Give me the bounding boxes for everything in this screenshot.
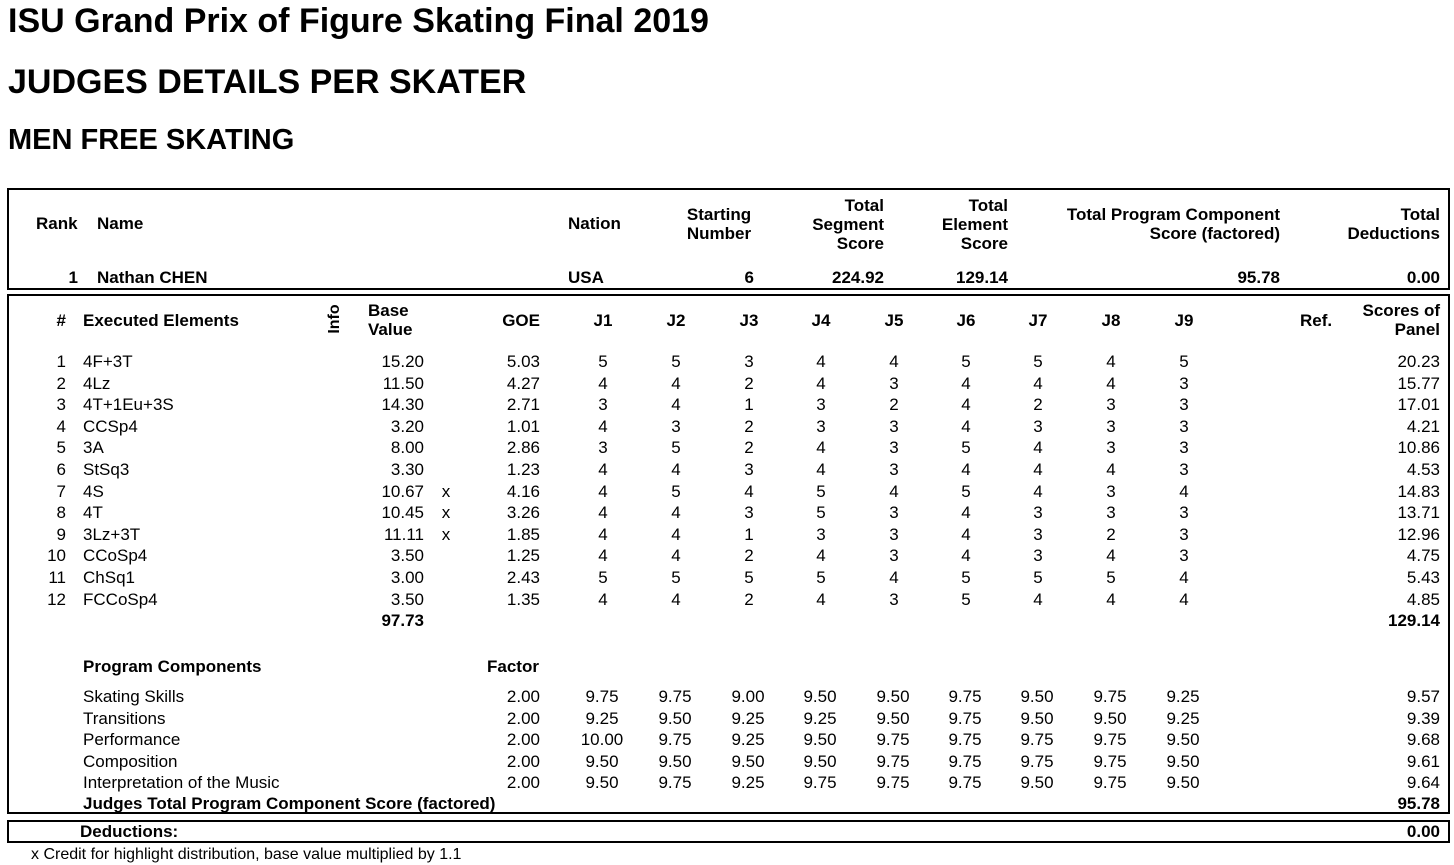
element-judge-score: 2 (744, 546, 754, 565)
judge-header-j3: J3 (739, 311, 759, 330)
info-header: Info (326, 304, 343, 334)
element-judge-score: 4 (1033, 438, 1043, 457)
component-judge-score: 9.75 (948, 709, 982, 728)
element-judge-score: 4 (1033, 374, 1043, 393)
skater-rank: 1 (68, 268, 78, 287)
judge-header-j5: J5 (884, 311, 904, 330)
element-judge-score: 3 (816, 417, 826, 436)
element-judge-score: 4 (671, 590, 681, 609)
element-judge-score: 5 (1106, 568, 1116, 587)
component-judge-score: 9.00 (731, 687, 765, 706)
components-total-value: 95.78 (1397, 794, 1440, 813)
total-pcs-header: Total Program Component Score (factored) (1066, 205, 1280, 243)
element-judge-score: 5 (816, 503, 826, 522)
element-base-value: 3.50 (390, 590, 424, 609)
element-judge-score: 5 (598, 568, 608, 587)
element-goe: 1.35 (506, 590, 540, 609)
element-name: 4Lz (83, 374, 111, 393)
element-number: 3 (56, 395, 66, 414)
element-judge-score: 5 (598, 352, 608, 371)
element-base-value: 3.20 (390, 417, 424, 436)
element-judge-score: 4 (1106, 352, 1116, 371)
element-panel-score: 4.85 (1406, 590, 1440, 609)
element-judge-score: 4 (598, 417, 608, 436)
element-judge-score: 3 (1106, 417, 1116, 436)
element-judge-score: 4 (961, 503, 971, 522)
element-judge-score: 3 (816, 525, 826, 544)
component-judge-score: 9.50 (585, 773, 619, 792)
element-judge-score: 3 (1033, 546, 1043, 565)
component-row (0, 730, 1454, 752)
elements-total-base: 97.73 (381, 611, 424, 630)
element-goe: 1.23 (506, 460, 540, 479)
element-judge-score: 5 (816, 482, 826, 501)
element-judge-score: 3 (1106, 503, 1116, 522)
component-judge-score: 10.00 (580, 730, 624, 749)
element-judge-score: 4 (889, 482, 899, 501)
element-judge-score: 3 (889, 374, 899, 393)
component-judge-score: 9.50 (1166, 773, 1200, 792)
element-info: x (441, 503, 451, 522)
judge-header-j7: J7 (1028, 311, 1048, 330)
element-judge-score: 1 (744, 525, 754, 544)
element-base-value: 11.11 (383, 525, 424, 544)
element-judge-score: 4 (598, 374, 608, 393)
element-judge-score: 4 (671, 395, 681, 414)
deductions-value: 0.00 (1406, 822, 1440, 841)
element-row (0, 460, 1454, 482)
component-judge-score: 9.50 (658, 752, 692, 771)
element-goe: 2.43 (506, 568, 540, 587)
program-components-header: Program Components (83, 657, 262, 676)
element-judge-score: 4 (816, 438, 826, 457)
element-goe: 5.03 (506, 352, 540, 371)
element-row (0, 568, 1454, 590)
component-judge-score: 9.50 (803, 687, 837, 706)
element-number: 2 (56, 374, 66, 393)
element-base-value: 3.00 (390, 568, 424, 587)
element-panel-score: 20.23 (1397, 352, 1440, 371)
element-judge-score: 4 (889, 352, 899, 371)
element-number: 4 (56, 417, 66, 436)
element-goe: 1.25 (506, 546, 540, 565)
component-judge-score: 9.50 (803, 730, 837, 749)
component-judge-score: 9.25 (1166, 709, 1200, 728)
element-judge-score: 2 (1106, 525, 1116, 544)
judge-header-j9: J9 (1174, 311, 1194, 330)
component-judge-score: 9.50 (1020, 687, 1054, 706)
element-judge-score: 4 (598, 482, 608, 501)
judge-header-j6: J6 (956, 311, 976, 330)
component-judge-score: 9.50 (1093, 709, 1127, 728)
element-name: ChSq1 (83, 568, 135, 587)
element-judge-score: 3 (1179, 417, 1189, 436)
element-panel-score: 4.75 (1406, 546, 1440, 565)
component-judge-score: 9.50 (731, 752, 765, 771)
element-judge-score: 5 (961, 438, 971, 457)
element-judge-score: 4 (671, 374, 681, 393)
element-judge-score: 5 (744, 568, 754, 587)
element-judge-score: 3 (889, 525, 899, 544)
element-number: 1 (56, 352, 66, 371)
element-judge-score: 3 (1179, 438, 1189, 457)
component-judge-score: 9.50 (876, 687, 910, 706)
scores-of-panel-header: Scores of Panel (1362, 301, 1440, 339)
element-judge-score: 3 (889, 460, 899, 479)
component-name: Skating Skills (83, 687, 185, 706)
element-judge-score: 3 (598, 438, 608, 457)
element-info: x (441, 482, 451, 501)
element-judge-score: 3 (1106, 482, 1116, 501)
element-judge-score: 4 (961, 525, 971, 544)
element-judge-score: 5 (961, 482, 971, 501)
element-judge-score: 2 (889, 395, 899, 414)
report-title: JUDGES DETAILS PER SKATER (8, 63, 527, 101)
goe-header: GOE (502, 311, 540, 330)
element-panel-score: 15.77 (1397, 374, 1440, 393)
component-judge-score: 9.25 (1166, 687, 1200, 706)
footnote: x Credit for highlight distribution, base value multiplied by 1.1 (31, 846, 462, 863)
component-judge-score: 9.25 (585, 709, 619, 728)
skater-nation: USA (568, 268, 604, 287)
element-judge-score: 4 (598, 590, 608, 609)
element-judge-score: 4 (816, 590, 826, 609)
component-judge-score: 9.75 (1093, 730, 1127, 749)
total-deductions-header: Total Deductions (1347, 205, 1440, 243)
element-name: 4T (83, 503, 103, 522)
element-judge-score: 4 (816, 352, 826, 371)
skater-starting-number: 6 (744, 268, 754, 287)
element-goe: 2.86 (506, 438, 540, 457)
component-judge-score: 9.75 (585, 687, 619, 706)
element-judge-score: 5 (816, 568, 826, 587)
component-judge-score: 9.50 (658, 709, 692, 728)
element-judge-score: 4 (598, 503, 608, 522)
component-judge-score: 9.75 (1020, 730, 1054, 749)
element-row (0, 417, 1454, 439)
element-panel-score: 5.43 (1406, 568, 1440, 587)
component-name: Composition (83, 752, 178, 771)
component-factor: 2.00 (506, 687, 540, 706)
executed-elements-header: Executed Elements (83, 311, 239, 330)
element-number: 9 (56, 525, 66, 544)
element-goe: 4.27 (506, 374, 540, 393)
element-name: 3A (83, 438, 104, 457)
component-panel-score: 9.57 (1406, 687, 1440, 706)
element-judge-score: 4 (961, 546, 971, 565)
component-panel-score: 9.39 (1406, 709, 1440, 728)
element-judge-score: 3 (1033, 525, 1043, 544)
element-judge-score: 2 (744, 438, 754, 457)
element-name: CCoSp4 (83, 546, 148, 565)
element-judge-score: 4 (961, 374, 971, 393)
total-element-score-header: Total Element Score (941, 196, 1008, 253)
component-name: Performance (83, 730, 181, 749)
component-judge-score: 9.50 (1166, 730, 1200, 749)
element-judge-score: 4 (598, 460, 608, 479)
element-judge-score: 4 (1106, 460, 1116, 479)
element-name: StSq3 (83, 460, 130, 479)
element-number: 10 (47, 546, 66, 565)
element-judge-score: 3 (671, 417, 681, 436)
component-panel-score: 9.64 (1406, 773, 1440, 792)
element-judge-score: 2 (1033, 395, 1043, 414)
element-judge-score: 4 (598, 546, 608, 565)
component-row (0, 709, 1454, 731)
element-number: 7 (56, 482, 66, 501)
element-base-value: 10.67 (381, 482, 424, 501)
total-segment-score-header: Total Segment Score (812, 196, 884, 253)
element-judge-score: 3 (1179, 374, 1189, 393)
element-row (0, 395, 1454, 417)
element-base-value: 3.50 (390, 546, 424, 565)
element-judge-score: 3 (1179, 460, 1189, 479)
element-judge-score: 4 (671, 503, 681, 522)
component-judge-score: 9.75 (948, 773, 982, 792)
component-judge-score: 9.75 (1093, 752, 1127, 771)
element-judge-score: 4 (816, 546, 826, 565)
element-base-value: 3.30 (390, 460, 424, 479)
element-base-value: 10.45 (381, 503, 424, 522)
element-judge-score: 5 (1179, 352, 1189, 371)
element-judge-score: 3 (889, 546, 899, 565)
element-judge-score: 5 (1033, 568, 1043, 587)
element-judge-score: 4 (598, 525, 608, 544)
name-header: Name (97, 214, 144, 233)
component-judge-score: 9.75 (1093, 773, 1127, 792)
component-judge-score: 9.25 (731, 730, 765, 749)
element-judge-score: 5 (961, 352, 971, 371)
element-judge-score: 2 (744, 417, 754, 436)
element-info: x (441, 525, 451, 544)
element-judge-score: 5 (1033, 352, 1043, 371)
element-judge-score: 4 (744, 482, 754, 501)
element-number: 8 (56, 503, 66, 522)
element-goe: 1.01 (506, 417, 540, 436)
element-judge-score: 4 (961, 395, 971, 414)
component-judge-score: 9.50 (585, 752, 619, 771)
element-judge-score: 5 (671, 352, 681, 371)
element-row (0, 590, 1454, 612)
element-base-value: 15.20 (381, 352, 424, 371)
element-name: CCSp4 (83, 417, 138, 436)
component-judge-score: 9.50 (1020, 709, 1054, 728)
element-row (0, 525, 1454, 547)
element-judge-score: 3 (889, 590, 899, 609)
skater-total-deductions: 0.00 (1406, 268, 1440, 287)
element-panel-score: 13.71 (1397, 503, 1440, 522)
element-judge-score: 5 (961, 568, 971, 587)
component-row (0, 773, 1454, 795)
component-panel-score: 9.61 (1406, 752, 1440, 771)
component-factor: 2.00 (506, 730, 540, 749)
component-judge-score: 9.50 (1020, 773, 1054, 792)
element-judge-score: 5 (671, 568, 681, 587)
element-judge-score: 3 (889, 438, 899, 457)
element-goe: 4.16 (506, 482, 540, 501)
component-judge-score: 9.75 (1020, 752, 1054, 771)
component-panel-score: 9.68 (1406, 730, 1440, 749)
element-judge-score: 4 (1033, 590, 1043, 609)
skater-total-pcs: 95.78 (1237, 268, 1280, 287)
element-name: 3Lz+3T (83, 525, 141, 544)
component-row (0, 687, 1454, 709)
element-judge-score: 2 (744, 590, 754, 609)
element-panel-score: 4.53 (1406, 460, 1440, 479)
nation-header: Nation (568, 214, 621, 233)
component-judge-score: 9.75 (948, 752, 982, 771)
element-row (0, 482, 1454, 504)
element-judge-score: 3 (1179, 546, 1189, 565)
element-number: 12 (47, 590, 66, 609)
element-name: 4F+3T (83, 352, 133, 371)
element-judge-score: 4 (1106, 546, 1116, 565)
rank-header: Rank (36, 214, 78, 233)
judge-header-j2: J2 (666, 311, 686, 330)
component-judge-score: 9.75 (658, 773, 692, 792)
component-factor: 2.00 (506, 752, 540, 771)
element-judge-score: 3 (598, 395, 608, 414)
element-judge-score: 4 (1106, 374, 1116, 393)
component-judge-score: 9.25 (731, 709, 765, 728)
element-judge-score: 4 (671, 460, 681, 479)
element-judge-score: 4 (671, 546, 681, 565)
component-judge-score: 9.75 (658, 687, 692, 706)
component-judge-score: 9.75 (876, 773, 910, 792)
component-name: Interpretation of the Music (83, 773, 280, 792)
element-judge-score: 4 (1106, 590, 1116, 609)
element-judge-score: 4 (889, 568, 899, 587)
component-judge-score: 9.75 (948, 730, 982, 749)
judge-header-j1: J1 (593, 311, 613, 330)
component-judge-score: 9.75 (876, 752, 910, 771)
component-judge-score: 9.25 (731, 773, 765, 792)
component-judge-score: 9.75 (948, 687, 982, 706)
element-judge-score: 3 (744, 460, 754, 479)
element-name: 4S (83, 482, 104, 501)
judge-header-j4: J4 (811, 311, 831, 330)
element-judge-score: 4 (1179, 590, 1189, 609)
component-judge-score: 9.75 (1093, 687, 1127, 706)
deductions-label: Deductions: (80, 822, 179, 841)
element-judge-score: 5 (671, 438, 681, 457)
component-row (0, 752, 1454, 774)
element-judge-score: 1 (744, 395, 754, 414)
element-panel-score: 10.86 (1397, 438, 1440, 457)
element-judge-score: 3 (744, 503, 754, 522)
element-judge-score: 2 (744, 374, 754, 393)
component-judge-score: 9.25 (803, 709, 837, 728)
element-row (0, 546, 1454, 568)
element-base-value: 8.00 (390, 438, 424, 457)
components-total-label: Judges Total Program Component Score (factored) (83, 794, 496, 813)
skater-total-segment-score: 224.92 (832, 268, 884, 287)
element-base-value: 14.30 (381, 395, 424, 414)
judge-header-j8: J8 (1101, 311, 1121, 330)
element-goe: 1.85 (506, 525, 540, 544)
element-judge-score: 4 (671, 525, 681, 544)
component-judge-score: 9.50 (876, 709, 910, 728)
element-judge-score: 4 (1179, 568, 1189, 587)
skater-name: Nathan CHEN (97, 268, 208, 287)
element-goe: 3.26 (506, 503, 540, 522)
base-value-header: Base Value (368, 301, 413, 339)
element-judge-score: 3 (889, 417, 899, 436)
element-judge-score: 3 (744, 352, 754, 371)
element-judge-score: 3 (1106, 438, 1116, 457)
element-number: 11 (48, 568, 66, 587)
element-judge-score: 3 (889, 503, 899, 522)
num-header: # (56, 311, 66, 330)
element-row (0, 503, 1454, 525)
element-judge-score: 4 (816, 460, 826, 479)
element-judge-score: 4 (1033, 482, 1043, 501)
element-judge-score: 5 (671, 482, 681, 501)
segment-title: MEN FREE SKATING (8, 124, 295, 156)
element-judge-score: 3 (1106, 395, 1116, 414)
element-number: 6 (56, 460, 66, 479)
element-base-value: 11.50 (382, 374, 424, 393)
element-judge-score: 3 (1033, 417, 1043, 436)
element-judge-score: 5 (961, 590, 971, 609)
element-judge-score: 3 (1179, 395, 1189, 414)
ref-header: Ref. (1300, 311, 1333, 330)
starting-number-header: Starting Number (686, 205, 752, 243)
element-judge-score: 4 (1179, 482, 1189, 501)
element-judge-score: 3 (1179, 525, 1189, 544)
element-number: 5 (56, 438, 66, 457)
element-judge-score: 4 (961, 417, 971, 436)
element-judge-score: 3 (816, 395, 826, 414)
element-panel-score: 12.96 (1397, 525, 1440, 544)
element-goe: 2.71 (506, 395, 540, 414)
element-row (0, 352, 1454, 374)
factor-header: Factor (487, 657, 539, 676)
elements-total-panel: 129.14 (1388, 611, 1440, 630)
component-name: Transitions (83, 709, 166, 728)
element-judge-score: 4 (816, 374, 826, 393)
element-judge-score: 3 (1179, 503, 1189, 522)
element-judge-score: 4 (961, 460, 971, 479)
component-factor: 2.00 (506, 709, 540, 728)
component-judge-score: 9.50 (803, 752, 837, 771)
element-row (0, 438, 1454, 460)
event-title: ISU Grand Prix of Figure Skating Final 2019 (8, 2, 709, 40)
element-judge-score: 4 (1033, 460, 1043, 479)
component-judge-score: 9.75 (658, 730, 692, 749)
element-name: 4T+1Eu+3S (83, 395, 174, 414)
component-judge-score: 9.75 (876, 730, 910, 749)
component-judge-score: 9.50 (1166, 752, 1200, 771)
component-factor: 2.00 (506, 773, 540, 792)
element-panel-score: 4.21 (1406, 417, 1440, 436)
element-panel-score: 14.83 (1397, 482, 1440, 501)
component-judge-score: 9.75 (803, 773, 837, 792)
element-panel-score: 17.01 (1397, 395, 1440, 414)
element-row (0, 374, 1454, 396)
deductions-box (7, 820, 1450, 843)
skater-total-element-score: 129.14 (956, 268, 1008, 287)
element-name: FCCoSp4 (83, 590, 158, 609)
element-judge-score: 3 (1033, 503, 1043, 522)
